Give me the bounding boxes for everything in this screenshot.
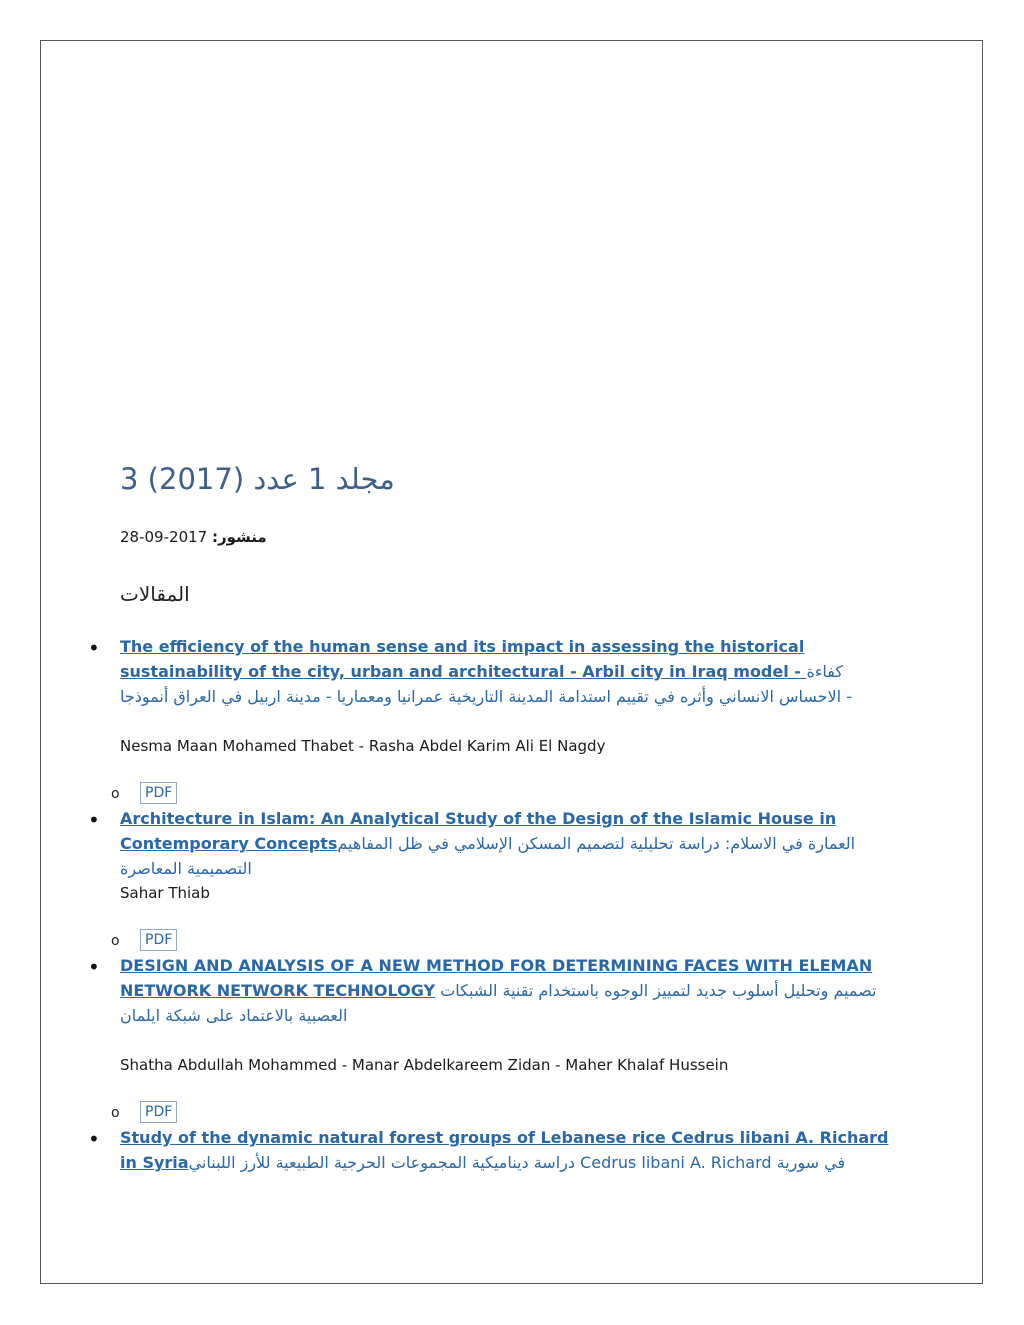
article-1-title-link[interactable] [120,634,910,709]
article-1-pdf-button[interactable]: PDF [140,782,177,804]
article-2-pdf-button[interactable]: PDF [140,929,177,951]
article-2 [120,806,910,881]
published-date: 2017-09-28 [120,528,208,546]
issue-title: 3 مجلد 1 عدد (2017) [120,462,395,496]
article-2-authors: Sahar Thiab [120,884,210,902]
article-4-title-en[interactable]: Study of the dynamic natural forest groups of Lebanese rice Cedrus libani A. Richard in Syria [120,1128,889,1172]
article-3-title-en[interactable]: DESIGN AND ANALYSIS OF A NEW METHOD FOR DETERMINING FACES WITH ELEMAN NETWORK NETWORK TECHNOLOGY [120,956,873,1000]
articles-section-heading: المقالات [120,582,190,606]
bullet-icon: • [88,636,100,660]
published-label: منشور: [212,528,267,546]
article-1-title-ar[interactable]: كفاءة الاحساس الانساني وأثره في تقييم استدامة المدينة التاريخية عمرانيا ومعماريا - مدينة اربيل في العراق أنموذجا - [120,662,852,706]
article-2-title-ar[interactable]: العمارة في الاسلام: دراسة تحليلية لتصميم المسكن الإسلامي في ظل المفاهيم التصميمية المعاصرة [120,834,856,878]
sub-bullet-icon: o [111,786,120,802]
article-4 [120,1125,910,1175]
article-1 [120,634,910,709]
article-4-title-link[interactable] [120,1125,910,1175]
article-2-title-link[interactable] [120,806,910,881]
bullet-icon: • [88,1127,100,1151]
published-line [120,528,267,546]
article-4-title-ar[interactable]: دراسة ديناميكية المجموعات الحرجية الطبيعية للأرز اللبناني Cedrus libani A. Richard في سورية [188,1153,846,1172]
article-2-title-en[interactable]: Architecture in Islam: An Analytical Study of the Design of the Islamic House in Contemporary Concepts [120,809,837,853]
article-1-title-en[interactable]: The efficiency of the human sense and its impact in assessing the historical sustainability of the city, urban and architectural - Arbil city in Iraq model - [120,637,807,681]
bullet-icon: • [88,808,100,832]
article-3-title-link[interactable] [120,953,910,1028]
article-3-title-ar[interactable]: تصميم وتحليل أسلوب جديد لتمييز الوجوه باستخدام تقنية الشبكات العصبية بالاعتماد على شبكة ايلمان [120,981,877,1025]
sub-bullet-icon: o [111,933,120,949]
bullet-icon: • [88,955,100,979]
sub-bullet-icon: o [111,1105,120,1121]
article-3-pdf-button[interactable]: PDF [140,1101,177,1123]
article-1-authors: Nesma Maan Mohamed Thabet - Rasha Abdel Karim Ali El Nagdy [120,737,606,755]
article-3-authors: Shatha Abdullah Mohammed - Manar Abdelkareem Zidan - Maher Khalaf Hussein [120,1056,729,1074]
article-3 [120,953,910,1028]
